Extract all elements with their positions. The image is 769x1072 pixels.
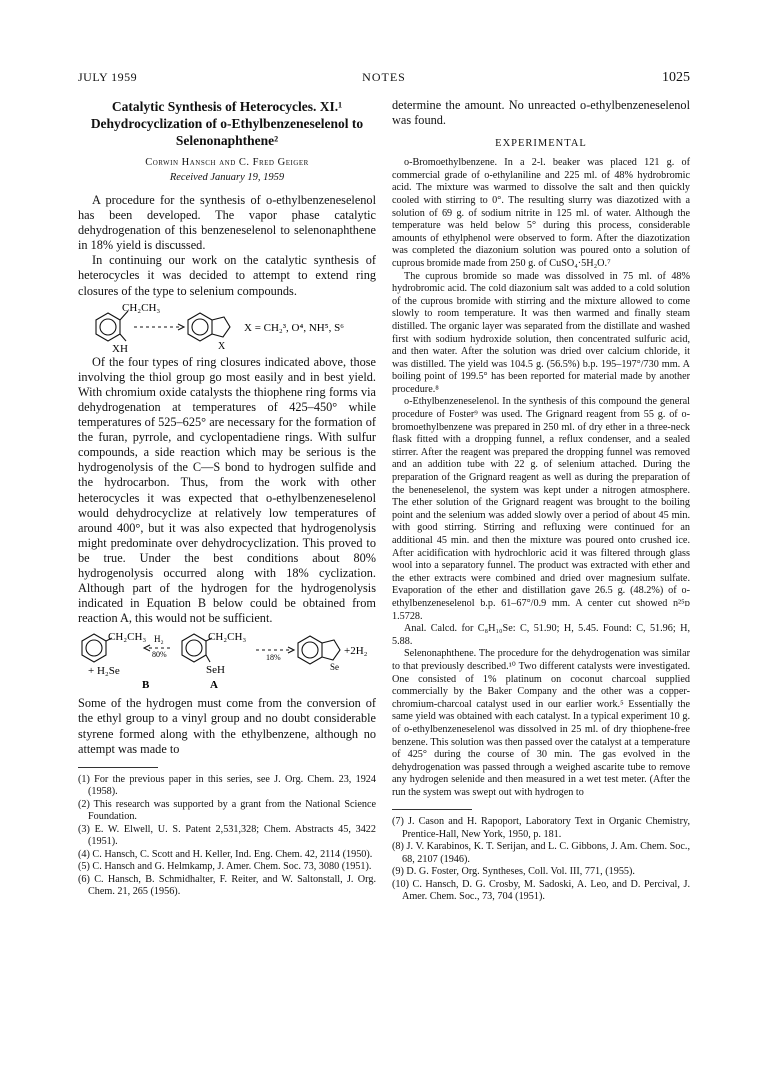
footnote: (3) E. W. Elwell, U. S. Patent 2,531,328; Chem. Abstracts 45, 3422 (1951). — [78, 823, 376, 848]
footnote: (6) C. Hansch, B. Schmidhalter, F. Reiter, and W. Saltonstall, J. Org. Chem. 21, 265 (1956). — [78, 873, 376, 898]
scheme-2-se: Se — [330, 662, 339, 673]
experimental-heading: EXPERIMENTAL — [495, 138, 587, 150]
scheme-1-substituent: CH₂CH₃ — [122, 301, 161, 314]
intro-paragraph-2: Of the four types of ring closures indicated above, those involving the thiol group go most easily and in best yield. With chromium oxide catalysts the thiophene ring forms via dehydrogenation at temperatures of 425–450° while temperatures of 525–625° are necessary for the formation of the furan, pyrrole, and cyclopentadiene rings. With sulfur compounds, a side reaction which may be serious is the hydrogenolysis of the C—S bond to hydrogen sulfide and the hydrocarbon. Thus, from the work with other heterocycles it was expected that o-ethylbenzeneselenol would dehydrocyclize at relatively low temperatures of around 400°, but it was also expected that hydrogenolysis might predominate over dehydrocyclization. This proved to be true. Under the best conditions about 80% hydrogenolysis occurred along with 18% cyclization. Although part of the hydrogen for the hydrogenolysis indicated in Equation B below could be obtained from reaction A, this would not be sufficient. — [78, 354, 376, 626]
footnote: (7) J. Cason and H. Rapoport, Laboratory Text in Organic Chemistry, Prentice-Hall, New York, 1950, p. 181. — [392, 816, 690, 840]
exp-paragraph-bromoethylbenzene: o-Bromoethylbenzene. In a 2-l. beaker was placed 121 g. of commercial grade of o-ethylaniline and 225 ml. of 48% hydrobromic acid. The mixture was warmed to dissolve the salt and then quickly cooled with stirring to 0°. The resulting slurry was diazotized with a solution of 69 g. of sodium nitrite in 125 ml. of water. Although the temperature was held below 5° during this process, considerable amounts of ethylphenol were observed to form. After the diazotization was completed the diazonium solution was poured onto a solution of cuprous bromide made from 250 g. of CuSO₄·5H₂O.⁷ — [392, 157, 690, 269]
scheme-2-drawing — [78, 630, 376, 692]
footnote: (1) For the previous paper in this series, see J. Org. Chem. 23, 1924 (1958). — [78, 773, 376, 798]
footnotes-right — [392, 816, 690, 904]
scheme-2-plus-2h2: +2H₂ — [344, 645, 368, 658]
footnote: (8) J. V. Karabinos, K. T. Serijan, and L. C. Gibbons, J. Am. Chem. Soc., 68, 2107 (1946). — [392, 841, 690, 865]
footnote: (2) This research was supported by a grant from the National Science Foundation. — [78, 798, 376, 823]
scheme-2-pct18: 18% — [266, 653, 281, 663]
intro-paragraph-3: Some of the hydrogen must come from the conversion of the ethyl group to a vinyl group and no doubt considerable styrene formed along with the ethylbenzene, although no attempt was made to — [78, 696, 376, 756]
scheme-2-h2: H₂ — [154, 634, 164, 645]
exp-paragraph-cuprous-bromide: The cuprous bromide so made was dissolved in 75 ml. of 48% hydrobromic acid. The cold diazonium salt was added to a cold solution of the cuprous bromide with stirring and the mixture allowed to come slowly to room temperature. It was then warmed and finally steam distilled. The organic layer was separated from the distillate and washed first with sodium hydroxide solution, then concentrated sulfuric acid, and then water. After the solution was dried over calcium chloride, it was distilled. The yield was 104.5 g. (56.5%) b.p. 195–197°/730 mm. A boiling point of 199.5° has been reported for material made by another procedure.⁸ — [392, 270, 690, 395]
scheme-2-pct80: 80% — [152, 650, 167, 660]
exp-paragraph-ethylbenzeneselenol: o-Ethylbenzeneselenol. In the synthesis of this compound the general procedure of Foster⁹ was used. The Grignard reagent from 55 g. of o-bromoethylbenzene was prepared in 250 ml. of dry ether in a three-neck flask fitted with a dropping funnel, a reflux condenser, and a sealed stirrer. After the reagent was prepared the dropping funnel was removed and an addition tube with 22 g. of selenium attached. During the preparation of the Grignard reagent as well as during the preparation of the beneneselenol, the system was kept under a nitrogen atmosphere. The ether solution of the Grignard reagent was brought to the boiling point and the selenium was added slowly over a period of about 45 min. with good stirring. Stirring and refluxing were continued for an additional 45 min. and then the mixture was poured onto crushed ice. After acidification with hydrochloric acid it was filtered through glass wool into a separatory funnel. The product was extracted with ether and the ether extracts were combined and dried over magnesium sulfate. Evaporation of the ether and distillation gave 26.5 g. (48.2%) of o-ethylbenzeneselenol b.p. 61–67°/0.9 mm. A center cut showed n²⁵ᴅ 1.5728. — [392, 396, 690, 622]
scheme-1-drawing — [78, 299, 376, 355]
received-date: Received January 19, 1959 — [169, 172, 285, 183]
right-column — [392, 98, 690, 904]
scheme-2-label-b: B — [142, 679, 150, 692]
reaction-scheme-2 — [78, 630, 376, 692]
exp-paragraph-selenonaphthene: Selenonaphthene. The procedure for the dehydrogenation was similar to that previously described.¹⁰ Two different catalysts were investigated. One consisted of 1% platinum on coconut charcoal supplied commercially by the Baker Company and the other was a copper-chromium-charcoal catalyst used in our earlier work.⁵ Essentially the same yield was obtained with each catalyst. In a typical experiment 10 g. of o-ethylbenzeneselenol was dissolved in 25 ml. of dry thiophene-free benzene. This solution was then passed over the catalyst at a temperature of 425° during the course of 30 min. The gas evolved in the dehydrogenation was passed through a weighed ascarite tube to remove any hydrogen selenide and then measured in a wet test meter. (After the run the system was swept out with hydrogen to — [392, 648, 690, 798]
scheme-2-h2se: + H₂Se — [88, 665, 120, 678]
scheme-2-seh: SeH — [206, 664, 225, 677]
left-column — [78, 98, 376, 899]
footnote: (10) C. Hansch, D. G. Crosby, M. Sadoski, A. Leo, and D. Percival, J. Amer. Chem. Soc., 73, 704 (1951). — [392, 878, 690, 903]
scheme-2-mid-substituent: CH₂CH₃ — [208, 631, 247, 644]
intro-paragraph-1: In continuing our work on the catalytic synthesis of heterocycles it was decided to attempt to extend ring closures of the type to selenium compounds. — [78, 253, 376, 298]
footnote-rule-left — [78, 767, 158, 768]
scheme-1-ring-x: X — [218, 340, 226, 352]
footnotes-left — [78, 774, 376, 899]
authors: Corwin Hansch and C. Fred Geiger — [145, 157, 309, 168]
scheme-1-xh: XH — [112, 342, 128, 355]
reaction-scheme-1 — [78, 299, 376, 355]
footnote-rule-right — [392, 809, 472, 810]
page-number: 1025 — [662, 70, 690, 85]
scheme-2-label-a: A — [210, 679, 218, 692]
article-title: Catalytic Synthesis of Heterocycles. XI.¹ Dehydrocyclization of o-Ethylbenzeneselenol to Selenonaphthene² — [90, 99, 364, 148]
header-section: NOTES — [362, 70, 406, 84]
scheme-2-left-substituent: CH₂CH₃ — [108, 631, 147, 644]
footnote: (9) D. G. Foster, Org. Syntheses, Coll. Vol. III, 771, (1955). — [392, 866, 635, 878]
header-date: JULY 1959 — [78, 70, 138, 84]
continuation-paragraph: determine the amount. No unreacted o-ethylbenzeneselenol was found. — [392, 98, 690, 128]
footnote: (5) C. Hansch and G. Helmkamp, J. Amer. Chem. Soc. 73, 3080 (1951). — [78, 861, 372, 873]
running-header — [78, 70, 690, 88]
footnote: (4) C. Hansch, C. Scott and H. Keller, Ind. Eng. Chem. 42, 2114 (1950). — [78, 848, 373, 860]
scheme-1-legend: X = CH₂³, O⁴, NH⁵, S⁶ — [244, 321, 345, 334]
exp-paragraph-analysis: Anal. Calcd. for C₈H₁₀Se: C, 51.90; H, 5.45. Found: C, 51.96; H, 5.88. — [392, 623, 690, 647]
abstract: A procedure for the synthesis of o-ethylbenzeneselenol has been developed. The vapor phase catalytic dehydrogenation of this benzeneselenol to selenonaphthene in 18% yield is discussed. — [78, 193, 376, 253]
